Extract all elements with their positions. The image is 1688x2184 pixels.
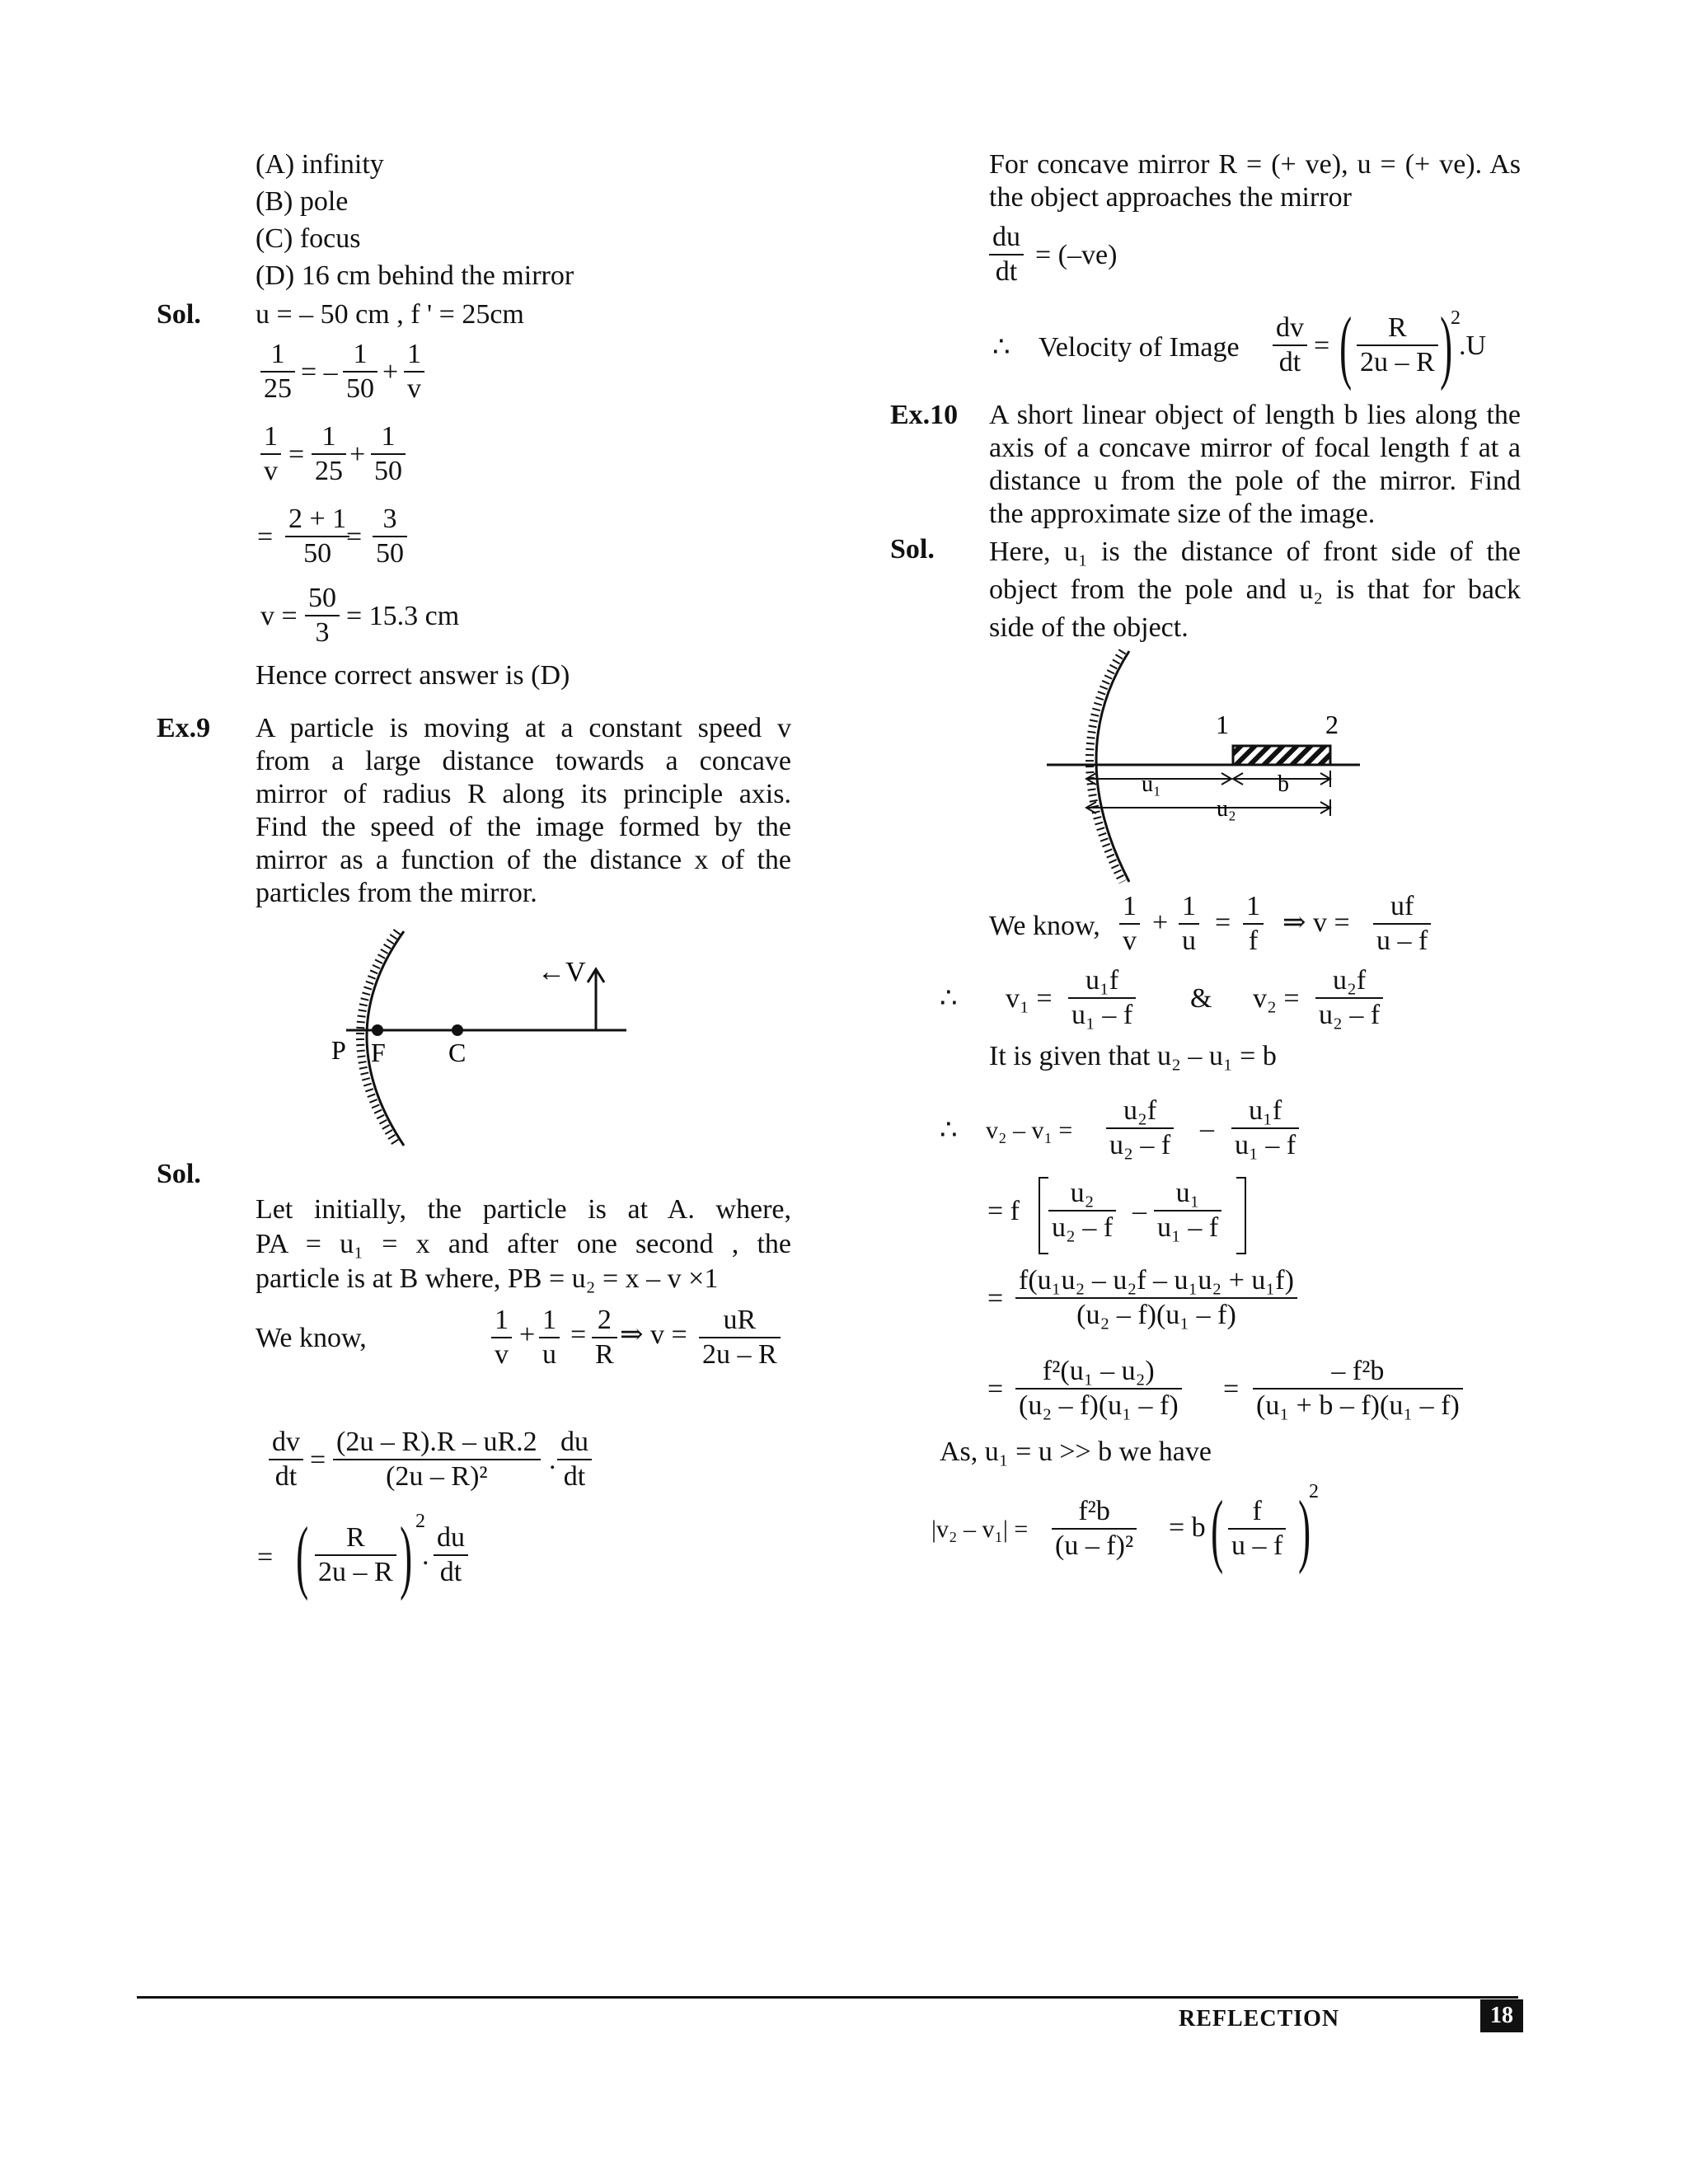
implies: ⇒ v = bbox=[620, 1319, 687, 1350]
right-paren: ) bbox=[1298, 1483, 1311, 1575]
we-know-label: We know, bbox=[256, 1323, 367, 1353]
fraction: R 2u – R bbox=[1357, 312, 1438, 379]
option-c: (C) focus bbox=[256, 223, 361, 254]
lhs: = bbox=[987, 1283, 1004, 1314]
left-paren: ( bbox=[296, 1510, 309, 1601]
text-line: side of the object. bbox=[989, 612, 1189, 643]
operator: v = bbox=[260, 601, 298, 631]
fraction: 1 50 bbox=[343, 338, 377, 405]
text-line: particle is at B where, PB = u₂ = x – v ×1 bbox=[256, 1263, 719, 1294]
result: = 15.3 cm bbox=[346, 601, 460, 631]
operator: = bbox=[310, 1445, 326, 1475]
u1-label: u₁ bbox=[1142, 771, 1161, 797]
b-label: b bbox=[1278, 771, 1289, 797]
ex9-question bbox=[256, 712, 791, 910]
text-line: distance u from the pole of the mirror. Find bbox=[989, 466, 1521, 496]
text-line: Find the speed of the image formed by the bbox=[256, 812, 791, 842]
fraction: 1 50 bbox=[371, 420, 406, 488]
operator: = bbox=[570, 1319, 587, 1350]
fraction: u₁f u₁ – f bbox=[1231, 1094, 1299, 1162]
fraction: 1 25 bbox=[260, 338, 295, 405]
page-number: 18 bbox=[1480, 1999, 1523, 2032]
operator: . bbox=[422, 1540, 429, 1571]
operator: = bbox=[257, 1542, 274, 1572]
operator: = – bbox=[301, 357, 338, 387]
right-bracket bbox=[1236, 1177, 1246, 1254]
fraction: 1 v bbox=[491, 1304, 512, 1371]
sol2-text bbox=[256, 1193, 791, 1296]
fraction: 1 25 bbox=[312, 420, 346, 488]
text-line: axis of a concave mirror of focal length f at a bbox=[989, 433, 1521, 463]
left-bracket bbox=[1039, 1177, 1048, 1254]
mirror-diagram-1 bbox=[313, 915, 643, 1154]
mirror-hatching bbox=[1090, 651, 1123, 882]
operator: + bbox=[519, 1319, 536, 1350]
operator: + bbox=[1152, 907, 1169, 938]
fraction: uR 2u – R bbox=[699, 1304, 781, 1371]
we-know-label-right: We know, bbox=[989, 911, 1100, 941]
therefore-symbol: ∴ bbox=[992, 332, 1010, 363]
ampersand: & bbox=[1190, 983, 1212, 1014]
answer-line: Hence correct answer is (D) bbox=[256, 660, 570, 691]
operator: = bbox=[346, 522, 363, 552]
fraction: 3 50 bbox=[373, 503, 407, 570]
centre-label: C bbox=[448, 1038, 467, 1067]
lhs: = f bbox=[987, 1196, 1020, 1226]
sol-label-right: Sol. bbox=[890, 534, 935, 565]
operator: + bbox=[349, 439, 366, 470]
fraction: uf u – f bbox=[1373, 890, 1431, 958]
fraction: 2 R bbox=[592, 1304, 617, 1371]
fraction: R 2u – R bbox=[315, 1521, 396, 1589]
text-line: mirror of radius R along its principle axis. bbox=[256, 779, 791, 809]
fraction: dv dt bbox=[1273, 312, 1307, 379]
fraction: du dt bbox=[557, 1426, 592, 1493]
sol-text-right bbox=[989, 533, 1521, 647]
fraction: 1 v bbox=[260, 420, 281, 488]
fraction: – f²b (u₁ + b – f)(u₁ – f) bbox=[1253, 1355, 1463, 1422]
v2-label: v₂ = bbox=[1253, 983, 1300, 1014]
operator: – bbox=[1200, 1113, 1214, 1144]
fraction: 1 v bbox=[1119, 890, 1140, 958]
fraction: f(u₁u₂ – u₂f – u₁u₂ + u₁f) (u₂ – f)(u₁ – f) bbox=[1015, 1264, 1297, 1332]
operator: = bbox=[1223, 1374, 1240, 1404]
operator: = bbox=[1215, 907, 1231, 938]
option-a: (A) infinity bbox=[256, 149, 384, 180]
v1-label: v₁ = bbox=[1006, 983, 1053, 1014]
operator: = bbox=[257, 522, 274, 552]
operator: . bbox=[549, 1445, 556, 1475]
sol-label: Sol. bbox=[157, 299, 201, 330]
operator: – bbox=[1132, 1196, 1146, 1226]
fraction: 1 f bbox=[1243, 890, 1264, 958]
operator: = b bbox=[1169, 1512, 1206, 1543]
fraction: f²(u₁ – u₂) (u₂ – f)(u₁ – f) bbox=[1015, 1355, 1182, 1422]
fraction: u₂f u₂ – f bbox=[1106, 1094, 1174, 1162]
right-paren: ) bbox=[400, 1510, 413, 1601]
operator: = bbox=[288, 439, 305, 470]
exponent: 2 bbox=[415, 1511, 425, 1532]
text-line: A particle is moving at a constant speed v bbox=[256, 713, 791, 743]
given-relation: It is given that u₂ – u₁ = b bbox=[989, 1041, 1277, 1071]
fraction: du dt bbox=[434, 1521, 468, 1589]
given-values: u = – 50 cm , f ' = 25cm bbox=[256, 299, 524, 330]
fraction: 1 u bbox=[1179, 890, 1199, 958]
ex9-label: Ex.9 bbox=[157, 713, 211, 743]
left-paren: ( bbox=[1339, 300, 1353, 391]
centre-point bbox=[452, 1024, 463, 1036]
fraction: 50 3 bbox=[305, 582, 340, 649]
focus-label: F bbox=[371, 1038, 386, 1067]
text-line: For concave mirror R = (+ ve), u = (+ ve). As bbox=[989, 149, 1521, 180]
lhs: v₂ – v₁ = bbox=[986, 1117, 1073, 1144]
fraction: 1 v bbox=[404, 338, 424, 405]
end-1-label: 1 bbox=[1216, 710, 1229, 739]
fraction: dv dt bbox=[269, 1426, 303, 1493]
fraction: f u – f bbox=[1228, 1495, 1286, 1563]
fraction: du dt bbox=[989, 221, 1024, 288]
fraction: (2u – R).R – uR.2 (2u – R)² bbox=[333, 1426, 541, 1493]
text-line: PA = u₁ = x and after one second , the bbox=[256, 1229, 791, 1259]
fraction: 1 u bbox=[539, 1304, 560, 1371]
text-line: object from the pole and u₂ is that for back bbox=[989, 574, 1521, 605]
lhs: = bbox=[987, 1374, 1004, 1404]
exponent: 2 bbox=[1451, 307, 1461, 329]
sol2-label: Sol. bbox=[157, 1159, 201, 1189]
therefore-symbol: ∴ bbox=[940, 1115, 958, 1146]
therefore-symbol: ∴ bbox=[940, 983, 958, 1014]
end-2-label: 2 bbox=[1325, 710, 1339, 739]
lhs: |v₂ – v₁| = bbox=[931, 1516, 1029, 1543]
ex10-question bbox=[989, 399, 1521, 531]
option-d: (D) 16 cm behind the mirror bbox=[256, 260, 574, 291]
text-line: particles from the mirror. bbox=[256, 878, 537, 908]
object-rod bbox=[1233, 746, 1330, 765]
operator: + bbox=[382, 357, 399, 387]
concave-mirror bbox=[1096, 651, 1129, 882]
right-paren: ) bbox=[1440, 300, 1453, 391]
u2-label: u₂ bbox=[1217, 796, 1236, 822]
operator: = bbox=[1314, 330, 1330, 361]
fraction: u₁ u₁ – f bbox=[1154, 1177, 1221, 1244]
fraction: u₂f u₂ – f bbox=[1315, 964, 1383, 1032]
option-b: (B) pole bbox=[256, 186, 349, 217]
footer-rule bbox=[137, 1996, 1518, 1999]
velocity-label: Velocity of Image bbox=[1039, 332, 1240, 363]
text-line: the object approaches the mirror bbox=[989, 182, 1352, 213]
fraction: 2 + 1 50 bbox=[285, 503, 349, 570]
fraction: u₂ u₂ – f bbox=[1048, 1177, 1116, 1244]
fraction: u₁f u₁ – f bbox=[1068, 964, 1136, 1032]
chapter-title: REFLECTION bbox=[1179, 2006, 1340, 2032]
ex10-label: Ex.10 bbox=[890, 400, 959, 430]
intro-text bbox=[989, 148, 1521, 214]
result: = (–ve) bbox=[1035, 240, 1118, 270]
text-line: mirror as a function of the distance x of the bbox=[256, 845, 791, 875]
velocity-label: ←V bbox=[537, 957, 586, 987]
mirror-diagram-2 bbox=[1047, 643, 1376, 890]
approximation-line: As, u₁ = u >> b we have bbox=[940, 1436, 1212, 1467]
left-paren: ( bbox=[1211, 1483, 1224, 1575]
focus-point bbox=[372, 1024, 383, 1036]
exponent: 2 bbox=[1309, 1481, 1319, 1502]
text-line: from a large distance towards a concave bbox=[256, 746, 791, 776]
velocity-tail: .U bbox=[1459, 330, 1487, 361]
pole-label: P bbox=[331, 1035, 346, 1065]
implies: ⇒ v = bbox=[1282, 907, 1350, 938]
text-line: the approximate size of the image. bbox=[989, 499, 1376, 529]
text-line: A short linear object of length b lies along the bbox=[989, 400, 1521, 430]
text-line: Here, u₁ is the distance of front side of the bbox=[989, 537, 1521, 567]
fraction: f²b (u – f)² bbox=[1052, 1495, 1137, 1563]
text-line: Let initially, the particle is at A. where, bbox=[256, 1194, 791, 1225]
